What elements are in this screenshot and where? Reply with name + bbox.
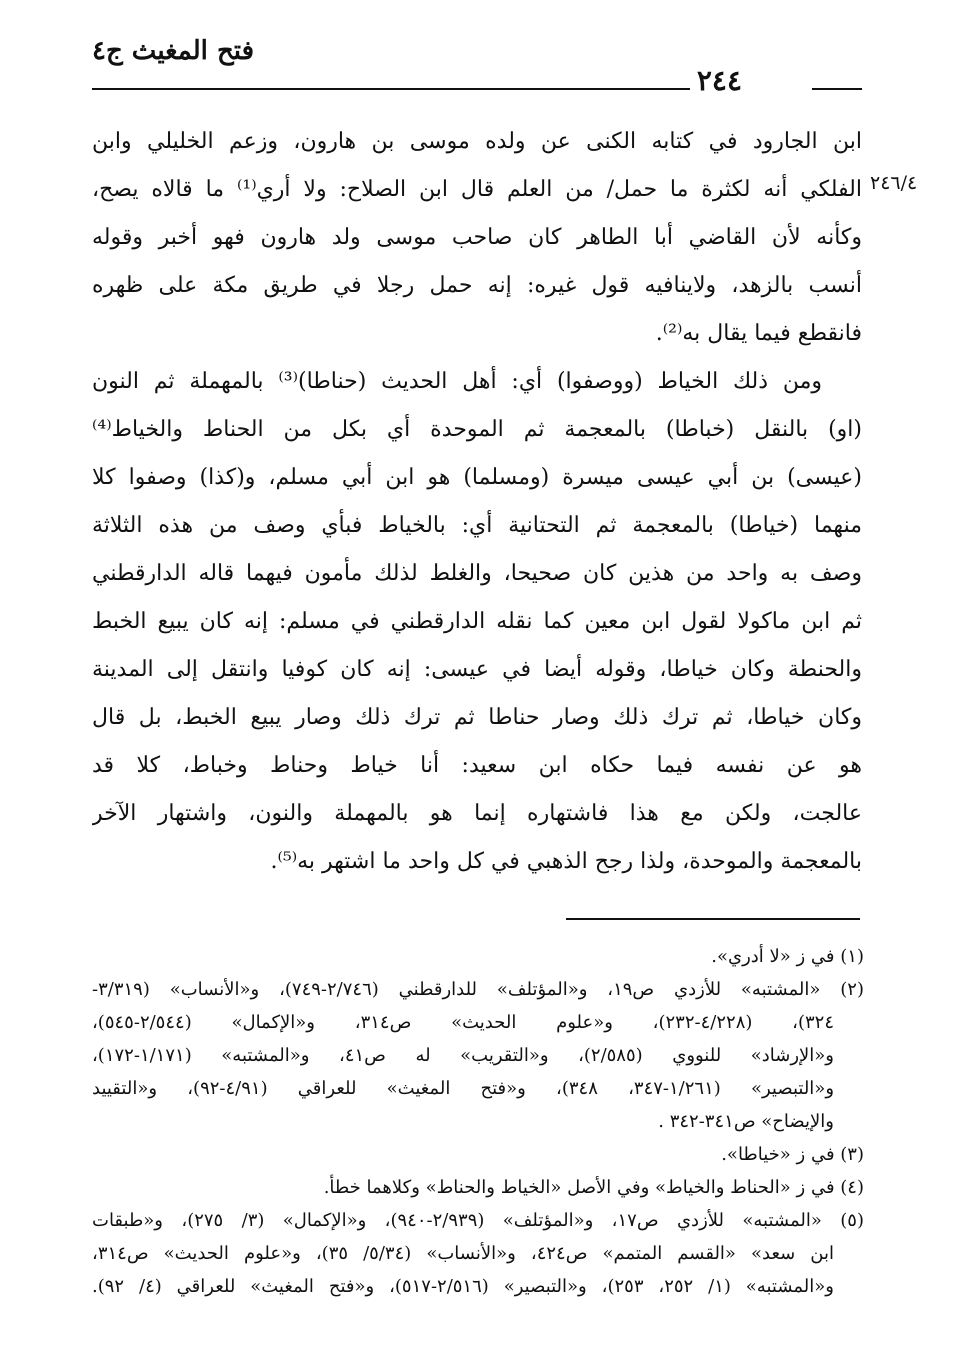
book-title: فتح المغيث ج٤ [92, 36, 255, 66]
header-rule-long [92, 88, 690, 90]
text-line: الفلكي أنه لكثرة ما حمل/ من العلم قال ابن الصلاح: ولا أري⁽¹⁾ ما قالاه يصح، [92, 177, 862, 202]
page-number: ٢٤٤ [696, 64, 742, 97]
footnote-line: (٣) في ز «خياطا». [721, 1144, 864, 1165]
text-line: عالجت، ولكن مع هذا فاشتهاره إنما هو بالمهملة والنون، واشتهار الآخر [92, 801, 862, 826]
footnote-separator [566, 918, 860, 920]
text-line: (عيسى) بن أبي عيسى ميسرة (ومسلما) هو ابن أبي مسلم، و(كذا) وصفوا كلا [92, 465, 862, 490]
header-rule-short [812, 88, 862, 90]
text-line: هو عن نفسه فيما حكاه ابن سعيد: أنا خياط وحناط وخباط، كلا قد [92, 753, 862, 778]
text-line: ومن ذلك الخياط (ووصفوا) أي: أهل الحديث (حناطا)⁽³⁾ بالمهملة ثم النون [92, 369, 823, 394]
footnote-line: و«المشتبه» (١/ ٢٥٢، ٢٥٣)، و«التبصير» (٢/٥١٦-٥١٧)، و«فتح المغيث» للعراقي (٤/ ٩٢). [92, 1276, 834, 1297]
text-line: ثم ابن ماكولا لقول ابن معين كما نقله الدارقطني في مسلم: إنه كان يبيع الخبط [92, 609, 862, 634]
footnote-line: و«الإرشاد» للنووي (٢/٥٨٥)، و«التقريب» له ص٤١، و«المشتبه» (١/١٧١-١٧٢)، [92, 1045, 834, 1066]
footnote-line: والإيضاح» ص٣٤١-٣٤٢ . [658, 1111, 834, 1132]
text-line: فانقطع فيما يقال به⁽²⁾. [655, 321, 862, 346]
page-header [92, 36, 862, 106]
text-line: والحنطة وكان خياطا، وقوله أيضا في عيسى: إنه كان كوفيا وانتقل إلى المدينة [92, 657, 862, 682]
footnote-line: ٣٢٤)، (٤/٢٢٨-٢٣٢)، و«علوم الحديث» ص٣١٤، و«الإكمال» (٢/٥٤٤-٥٤٥)، [92, 1012, 834, 1033]
footnote-line: (١) في ز «لا أدري». [711, 946, 864, 967]
footnote-line: (٢) «المشتبه» للأزدي ص١٩، و«المؤتلف» للدارقطني (٢/٧٤٦-٧٤٩)، و«الأنساب» (٣/٣١٩- [92, 979, 864, 1000]
text-line: وكأنه لأن القاضي أبا الطاهر كان صاحب موسى ولد هارون فهو أخبر وقوله [92, 225, 862, 250]
text-line: وكان خياطا، ثم ترك ذلك وصار حناطا ثم ترك ذلك وصار يبيع الخبط، بل قال [92, 705, 862, 730]
text-line: وصف به واحد من هذين كان صحيحا، والغلط لذلك مأمون فيهما قاله الدارقطني [92, 561, 862, 586]
text-line: أنسب بالزهد، ولاينافيه قول غيره: إنه حمل رجلا في طريق مكة على ظهره [92, 273, 862, 298]
margin-page-reference: ٢٤٦/٤ [870, 172, 918, 194]
footnote-line: (٥) «المشتبه» للأزدي ص١٧، و«المؤتلف» (٢/٩٣٩-٩٤٠)، و«الإكمال» (٣/ ٢٧٥)، و«طبقات [92, 1210, 864, 1231]
footnote-line: و«التبصير» (١/٢٦١-٣٤٧، ٣٤٨)، و«فتح المغيث» للعراقي (٤/٩١-٩٢)، و«التقييد [92, 1078, 835, 1099]
footnote-line: ابن سعد» «القسم المتمم» ص٤٢٤، و«الأنساب» (٥/٣٤/ ٣٥)، و«علوم الحديث» ص٣١٤، [92, 1243, 834, 1264]
main-text [92, 118, 862, 886]
text-line: ابن الجارود في كتابه الكنى عن ولده موسى بن هارون، وزعم الخليلي وابن [92, 129, 862, 154]
footnotes [92, 940, 864, 1303]
text-line: منهما (خياطا) بالمعجمة ثم التحتانية أي: بالخياط فبأي وصف من هذه الثلاثة [92, 513, 862, 538]
footnote-line: (٤) في ز «الحناط والخياط» وفي الأصل «الخياط والحناط» وكلاهما خطأ. [323, 1177, 864, 1198]
text-line: (او) بالنقل (خباطا) بالمعجمة ثم الموحدة أي بكل من الحناط والخياط⁽⁴⁾ [92, 417, 862, 442]
text-line: بالمعجمة والموحدة، ولذا رجح الذهبي في كل واحد ما اشتهر به⁽⁵⁾. [270, 849, 862, 874]
